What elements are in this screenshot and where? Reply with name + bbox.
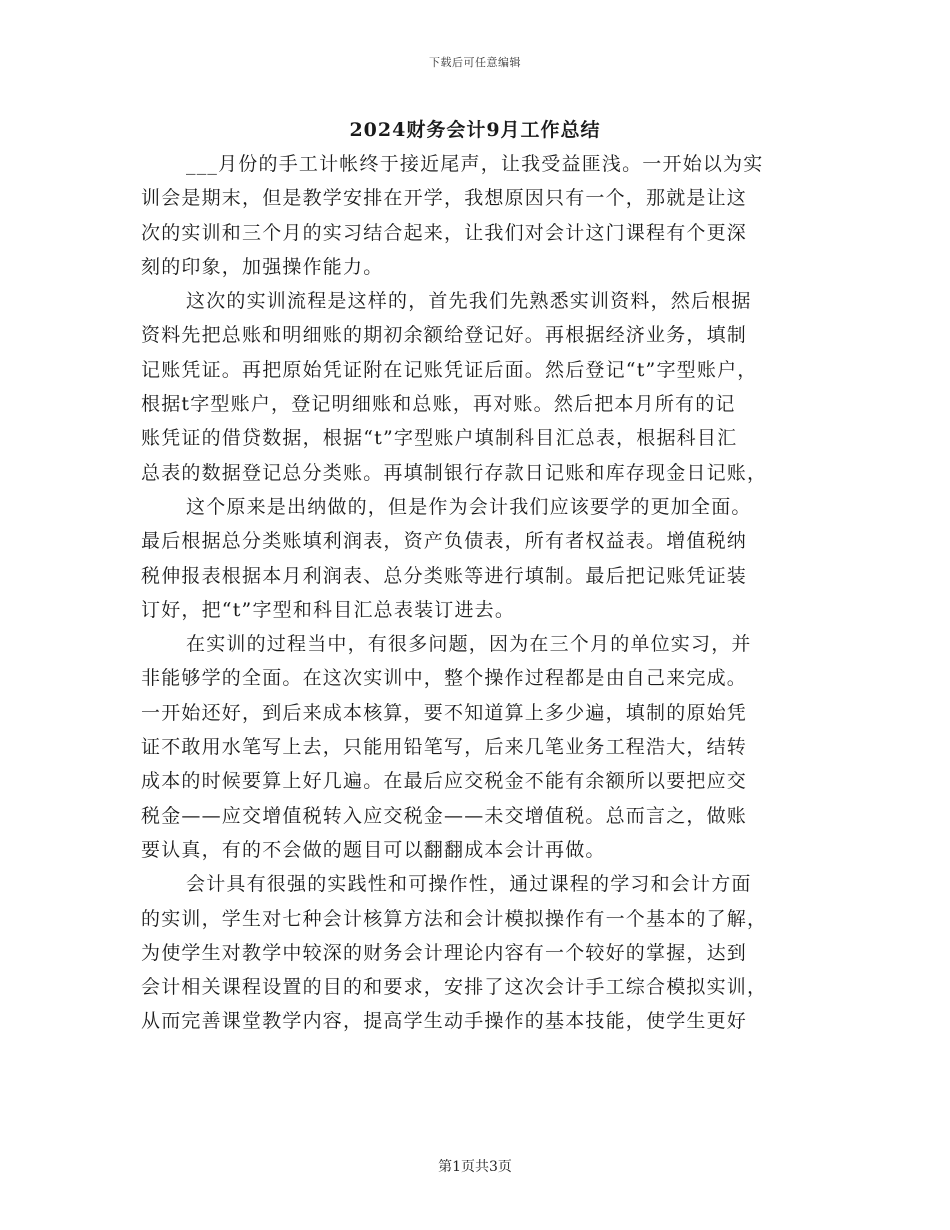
text-line: 成本的时候要算上好几遍。在最后应交税金不能有余额所以要把应交: [141, 770, 748, 793]
text-line: 税金——应交增值税转入应交税金——未交增值税。总而言之，做账: [141, 804, 748, 827]
text-line: 从而完善课堂教学内容，提高学生动手操作的基本技能，使学生更好: [141, 1010, 748, 1033]
document-body: [141, 147, 811, 1039]
text-line: 会计相关课程设置的目的和要求，安排了这次会计手工综合模拟实训，: [141, 976, 768, 999]
text-line: 训会是期末，但是教学安排在开学，我想原因只有一个，那就是让这: [141, 187, 748, 210]
text-line: 记账凭证。再把原始凭证附在记账凭证后面。然后登记“t”字型账户，: [141, 358, 758, 381]
text-line: 非能够学的全面。在这次实训中，整个操作过程都是由自己来完成。: [141, 667, 748, 690]
text-line: 总表的数据登记总分类账。再填制银行存款日记账和库存现金日记账，: [141, 461, 768, 484]
text-line: 账凭证的借贷数据，根据“t”字型账户填制科目汇总表，根据科目汇: [141, 427, 738, 450]
text-line: 会计具有很强的实践性和可操作性，通过课程的学习和会计方面: [186, 873, 752, 896]
text-line: 订好，把“t”字型和科目汇总表装订进去。: [141, 598, 516, 621]
header-note: 下载后可任意编辑: [429, 56, 521, 69]
text-line: 一开始还好，到后来成本核算，要不知道算上多少遍，填制的原始凭: [141, 701, 748, 724]
text-line: 刻的印象，加强操作能力。: [141, 255, 384, 278]
text-line: 要认真，有的不会做的题目可以翻翻成本会计再做。: [141, 838, 606, 861]
text-line: 这个原来是出纳做的，但是作为会计我们应该要学的更加全面。: [186, 495, 752, 518]
text-line: 在实训的过程当中，有很多问题，因为在三个月的单位实习，并: [186, 633, 752, 656]
page-number: 第1页共3页: [438, 1159, 512, 1175]
text-line: 的实训，学生对七种会计核算方法和会计模拟操作有一个基本的了解，: [141, 907, 768, 930]
text-line: 这次的实训流程是这样的，首先我们先熟悉实训资料，然后根据: [186, 290, 752, 313]
text-line: 为使学生对教学中较深的财务会计理论内容有一个较好的掌握，达到: [141, 941, 748, 964]
text-line: 证不敢用水笔写上去，只能用铅笔写，后来几笔业务工程浩大，结转: [141, 736, 748, 759]
text-line: 资料先把总账和明细账的期初余额给登记好。再根据经济业务，填制: [141, 324, 748, 347]
text-line: 次的实训和三个月的实习结合起来，让我们对会计这门课程有个更深: [141, 221, 748, 244]
text-line: ___月份的手工计帐终于接近尾声，让我受益匪浅。一开始以为实: [186, 153, 764, 175]
text-line: 根据t字型账户，登记明细账和总账，再对账。然后把本月所有的记: [141, 393, 736, 416]
document-title: 2024财务会计9月工作总结: [349, 119, 601, 141]
text-line: 税伸报表根据本月利润表、总分类账等进行填制。最后把记账凭证装: [141, 564, 748, 587]
text-line: 最后根据总分类账填利润表，资产负债表，所有者权益表。增值税纳: [141, 530, 748, 553]
